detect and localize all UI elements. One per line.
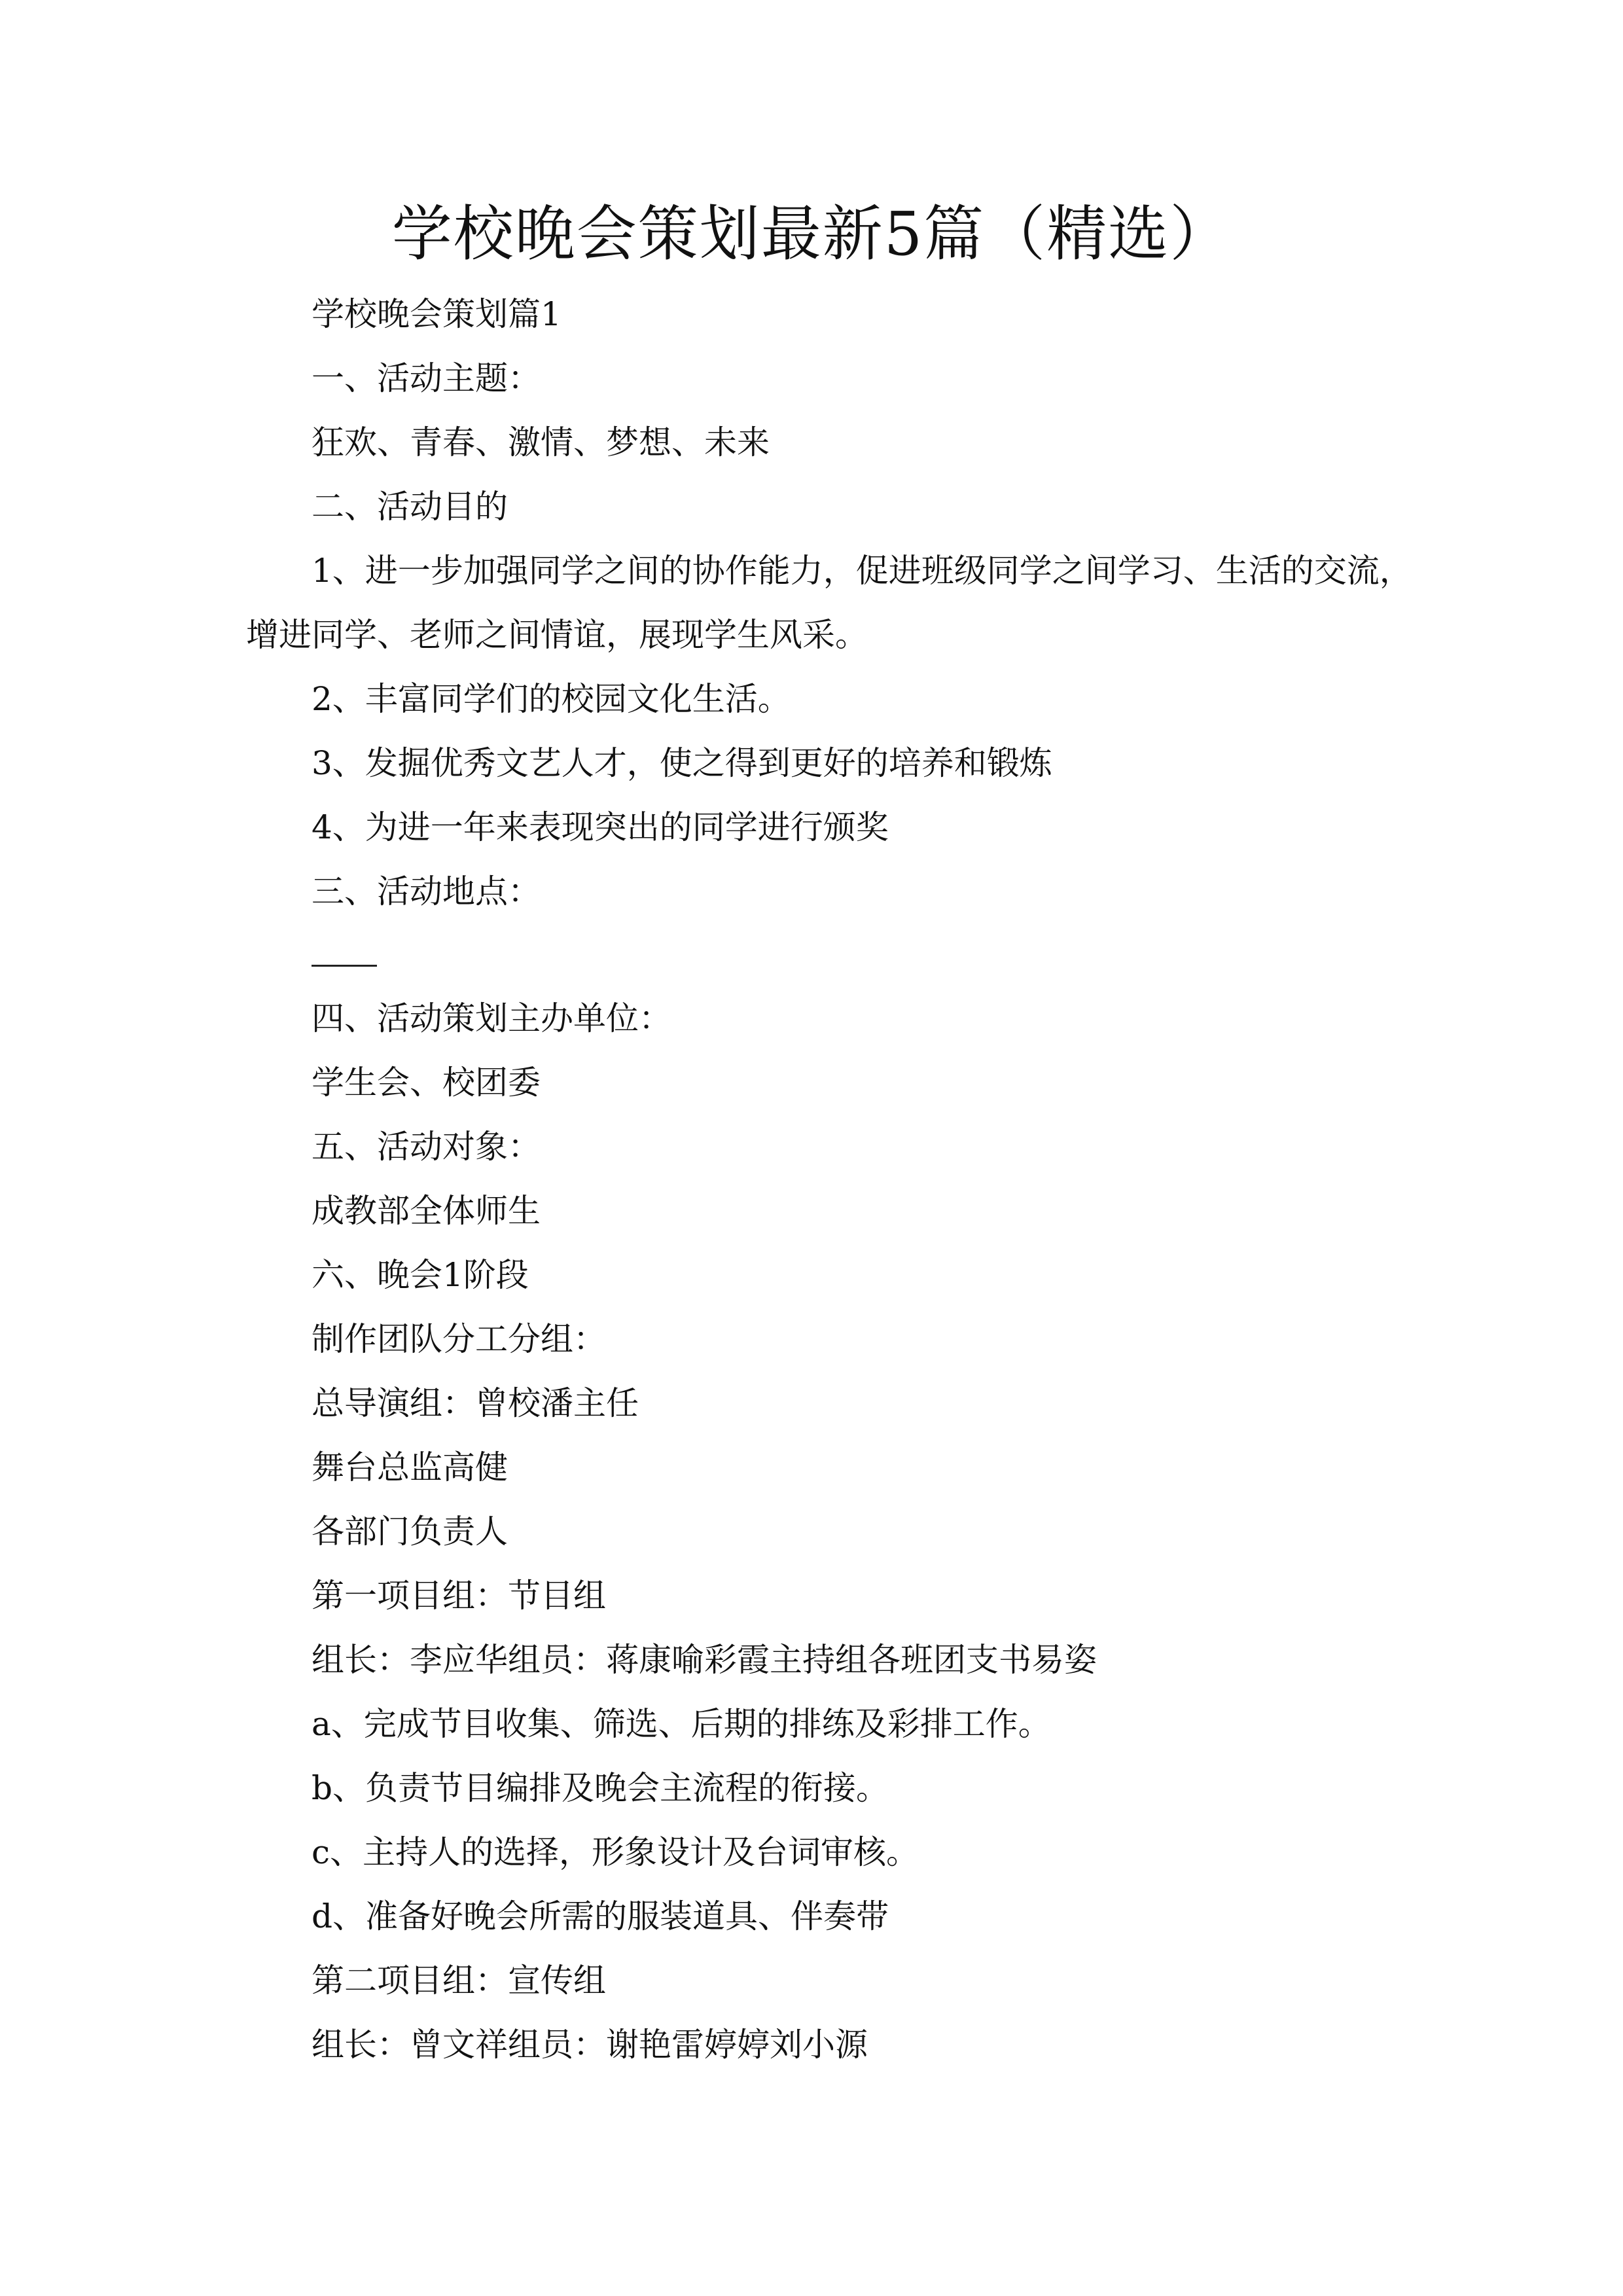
paragraph-line: c、主持人的选择，形象设计及台词审核。 [312,1833,919,1871]
paragraph-line: 1、进一步加强同学之间的协作能力，促进班级同学之间学习、生活的交流， [312,552,1412,590]
paragraph-line: b、负责节目编排及晚会主流程的衔接。 [312,1769,889,1807]
blank-underline [312,965,377,967]
paragraph-line: 组长：李应华组员：蒋康喻彩霞主持组各班团支书易姿 [312,1641,1097,1679]
paragraph-line: 舞台总监高健 [312,1448,508,1486]
paragraph-line: 狂欢、青春、激情、梦想、未来 [312,423,770,461]
paragraph-line: 六、晚会1阶段 [312,1256,529,1294]
paragraph-line: 总导演组：曾校潘主任 [312,1384,639,1422]
paragraph-line: 第二项目组：宣传组 [312,1962,606,2000]
paragraph-line: 2、丰富同学们的校园文化生活。 [312,680,791,718]
section-heading: 学校晚会策划篇1 [312,295,562,333]
paragraph-line: 三、活动地点： [312,872,541,910]
document-title: 学校晚会策划最新5篇（精选） [391,199,1232,269]
paragraph-line: 学生会、校团委 [312,1064,541,1102]
paragraph-line: 四、活动策划主办单位： [312,999,671,1037]
paragraph-line: 五、活动对象： [312,1128,541,1166]
paragraph-line: 二、活动目的 [312,488,508,526]
paragraph-line: 第一项目组：节目组 [312,1577,606,1615]
paragraph-line: 增进同学、老师之间情谊，展现学生风采。 [246,616,868,654]
paragraph-line: a、完成节目收集、筛选、后期的排练及彩排工作。 [312,1705,1051,1743]
paragraph-line: 各部门负责人 [312,1513,508,1551]
paragraph-line: 组长：曾文祥组员：谢艳雷婷婷刘小源 [312,2026,868,2064]
paragraph-line: 一、活动主题： [312,359,541,397]
paragraph-line: 3、发掘优秀文艺人才，使之得到更好的培养和锻炼 [312,744,1052,782]
paragraph-line: d、准备好晚会所需的服装道具、伴奏带 [312,1897,889,1935]
paragraph-line: 成教部全体师生 [312,1192,541,1230]
paragraph-line: 制作团队分工分组： [312,1320,606,1358]
paragraph-line: 4、为进一年来表现突出的同学进行颁奖 [312,808,889,846]
